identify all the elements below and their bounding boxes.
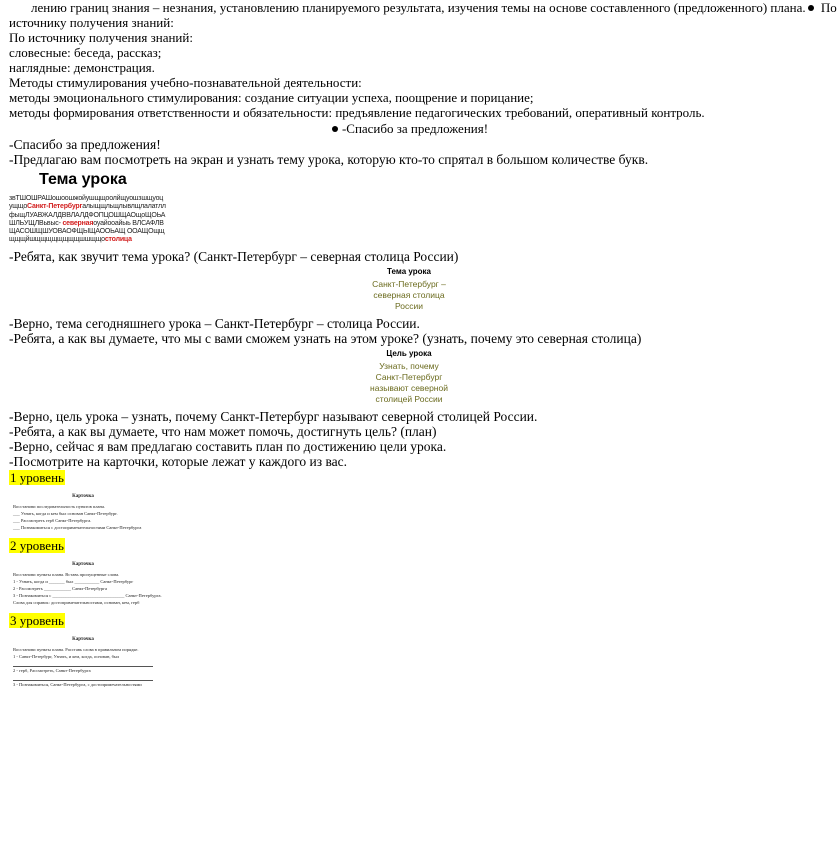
bullet-icon: [332, 126, 338, 132]
level-2: [9, 537, 809, 606]
card-line: ___ Узнать, когда и кем был основан Санкт-Петербург.: [13, 510, 118, 516]
level-3-label: 3 уровень: [10, 612, 64, 628]
bullet-thanks: [9, 121, 809, 136]
slide-goal-heading: Цель урока: [386, 348, 432, 358]
answer-rule: [13, 674, 153, 681]
intro-line-7: методы эмоционального стимулирования: создание ситуации успеха, поощрение и порицание;: [9, 90, 534, 105]
slide-topic: [9, 267, 809, 312]
slide-goal: [9, 349, 809, 405]
level-2-label: 2 уровень: [10, 537, 64, 553]
intro-line-4: словесные: беседа, рассказ;: [9, 45, 162, 60]
puzzle-hidden-word-1: Санкт-Петербург: [27, 203, 83, 211]
intro-line-2: источнику получения знаний:: [9, 15, 174, 30]
dialog-question-help: -Ребята, а как вы думаете, что нам может помочь, достигнуть цель? (план): [9, 423, 437, 439]
puzzle-hidden-word-2: северная: [62, 219, 94, 227]
dialog-question-goal: -Ребята, а как вы думаете, что мы с вами сможем узнать на этом уроке? (узнать, почему это северная столица): [9, 330, 642, 346]
slide-topic-heading: Тема урока: [387, 266, 431, 276]
card-line: ___ Рассмотреть герб Санкт-Петербурга.: [13, 517, 92, 523]
puzzle-hidden-word-3: столица: [104, 236, 132, 244]
card-line: Восстанови пункты плана. Расставь слова в правильном порядке.: [13, 646, 139, 652]
card-line: 1 - Санкт-Петербург, Узнать, и кем, когда, основан, был: [13, 653, 120, 659]
puzzle-text-4: оуайооайыь ВЛСАФЛВЩАСОШЩШУОВАОФЩЫЩАООЬАЩ ООАЩОщщщщщйшщщщщщщщщшшщщо: [9, 219, 165, 244]
card-line: ___ Познакомиться с достопримечательностями Санкт-Петербурга: [13, 524, 142, 530]
card-title: Карточка: [72, 561, 94, 567]
puzzle-text-1: звТШОШРАШошоошжойушщщоолйщуошзшщуоц: [9, 195, 164, 202]
dialog-question-topic: -Ребята, как звучит тема урока? (Санкт-Петербург – северная столица России): [9, 248, 459, 264]
card-level-2: [13, 561, 162, 606]
dialog-plan-offer: -Верно, сейчас я вам предлагаю составить план по достижению цели урока.: [9, 438, 447, 454]
dialog-thanks: -Спасибо за предложения!: [9, 137, 161, 152]
intro-line-1-tail: По: [817, 0, 837, 15]
level-3: [9, 612, 809, 688]
intro-line-1-text: лению границ знания – незнания, установлению планируемого результата, изучения темы на основе составленного (предложенного) плана.: [31, 0, 806, 15]
card-title: Карточка: [72, 636, 94, 642]
card-title: Карточка: [72, 493, 94, 499]
puzzle-text-3: алыщщльщлывлщлалатлл фыщЛУАВЖАЛДВВЛАЛДФОПЦОШЩАОщоЩОЬАШЛЬУЩЛВьвыс-: [9, 203, 166, 227]
card-level-3: [13, 636, 153, 688]
card-line: 1 - Узнать, когда и _______ был ___________ Санкт-Петербург: [13, 578, 134, 584]
level-1-label: 1 уровень: [10, 469, 64, 485]
slide-goal-body: Узнать, почему Санкт-Петербург называют северной столицей России: [370, 360, 448, 404]
intro-line-1: [9, 0, 837, 15]
card-line: Восстанови последовательность пунктов плана.: [13, 503, 106, 509]
slide-topic-body: Санкт-Петербург – северная столица России: [372, 278, 446, 311]
document-page: [9, 0, 837, 694]
card-line: 3 - Познакомиться с ________________________________ Санкт-Петербурга.: [13, 592, 162, 598]
card-line: 2 - герб, Рассмотреть, Санкт-Петербурга: [13, 667, 91, 673]
card-line: Восстанови пункты плана. Вставь пропущенные слова.: [13, 571, 120, 577]
card-line: 3 - Познакомиться, Санкт-Петербурга, с достопримечательностями: [13, 681, 142, 687]
slide-title: Тема урока: [39, 171, 127, 188]
bullet-thanks-text: -Спасибо за предложения!: [341, 121, 489, 136]
level-1: [9, 469, 809, 531]
card-line: Слова для справок: достопримечательностями, основан, кем, герб: [13, 599, 140, 605]
answer-rule: [13, 660, 153, 667]
intro-line-3: По источнику получения знаний:: [9, 30, 193, 45]
puzzle-text-2: ущщо: [9, 203, 28, 211]
intro-line-6: Методы стимулирования учебно-познавательной деятельности:: [9, 75, 362, 90]
card-level-1: [13, 493, 153, 531]
bullet-icon: [808, 5, 814, 11]
dialog-goal-confirm: -Верно, цель урока – узнать, почему Санкт-Петербург называют северной столицей России.: [9, 408, 538, 424]
dialog-look-cards: -Посмотрите на карточки, которые лежат у каждого из вас.: [9, 453, 348, 469]
dialog-topic-confirm: -Верно, тема сегодняшнего урока – Санкт-Петербург – столица России.: [9, 315, 420, 331]
dialog-offer: -Предлагаю вам посмотреть на экран и узнать тему урока, которую кто-то спрятал в большом количестве букв.: [9, 152, 649, 167]
intro-line-8: методы формирования ответственности и обязательности: предъявление педагогических требований, оперативный контроль.: [9, 105, 705, 120]
intro-line-5: наглядные: демонстрация.: [9, 60, 155, 75]
letter-puzzle: [9, 195, 169, 245]
card-line: 2 - Рассмотреть ____________ Санкт-Петербурга: [13, 585, 107, 591]
